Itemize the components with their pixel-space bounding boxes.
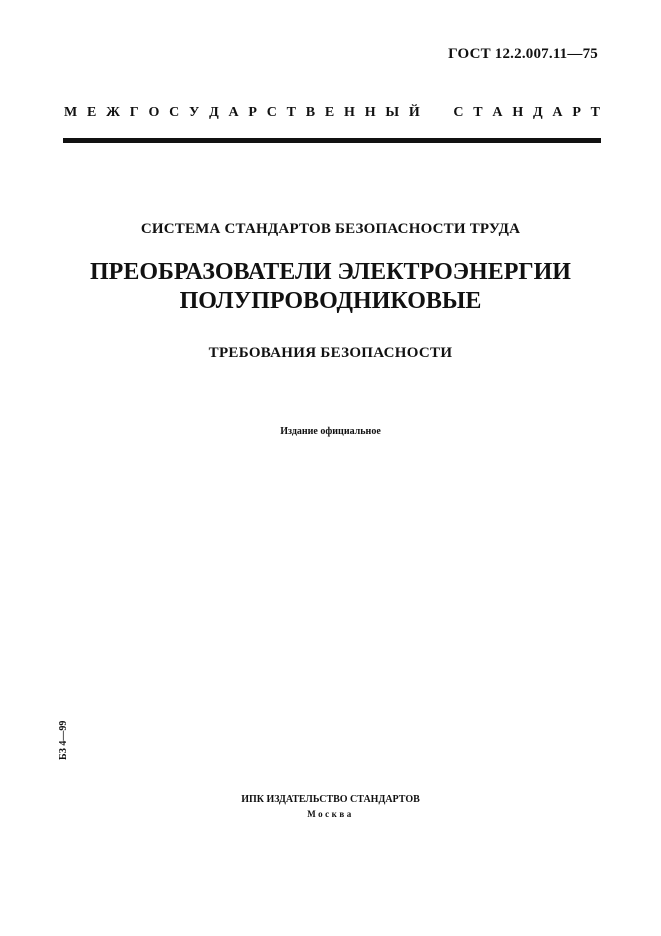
interstate-letter: Е [324, 105, 335, 120]
word-gap [430, 105, 444, 121]
system-name: СИСТЕМА СТАНДАРТОВ БЕЗОПАСНОСТИ ТРУДА [140, 221, 521, 237]
interstate-letter: А [228, 105, 239, 120]
interstate-letter: Н [344, 105, 355, 120]
interstate-letter: Н [364, 105, 376, 120]
publisher-city: Москва [307, 809, 354, 819]
interstate-letter: Е [87, 105, 97, 120]
title-line-2: ПОЛУПРОВОДНИКОВЫЕ [179, 288, 482, 314]
interstate-letter: С [453, 105, 464, 120]
document-subtitle: ТРЕБОВАНИЯ БЕЗОПАСНОСТИ [208, 345, 453, 361]
interstate-letter: А [552, 105, 563, 120]
interstate-letter: Й [408, 105, 420, 120]
interstate-letter: А [492, 105, 503, 120]
interstate-letter: Т [590, 105, 600, 120]
interstate-letter: Г [129, 105, 139, 120]
title-line-1: ПРЕОБРАЗОВАТЕЛИ ЭЛЕКТРОЭНЕРГИИ [90, 259, 571, 285]
interstate-letter: Р [572, 105, 581, 120]
interstate-letter: Д [532, 105, 543, 120]
interstate-letter: С [266, 105, 277, 120]
interstate-letter: Н [512, 105, 524, 120]
header-rule [63, 138, 601, 143]
interstate-letter: С [169, 105, 180, 120]
interstate-letter: Ж [106, 105, 120, 120]
interstate-letter: Д [209, 105, 219, 120]
publisher-name: ИПК ИЗДАТЕЛЬСТВО СТАНДАРТОВ [241, 794, 420, 805]
gost-number: ГОСТ 12.2.007.11—75 [448, 46, 598, 62]
interstate-letter: Ы [385, 105, 400, 120]
interstate-standard-heading [64, 105, 600, 121]
interstate-letter: М [64, 105, 78, 120]
document-title [0, 258, 661, 316]
interstate-letter: О [148, 105, 160, 120]
interstate-letter: Т [473, 105, 483, 120]
interstate-letter: В [305, 105, 316, 120]
official-edition-note: Издание официальное [280, 426, 381, 437]
side-code: БЗ 4—99 [58, 720, 69, 760]
interstate-letter: Р [248, 105, 257, 120]
interstate-letter: У [189, 105, 200, 120]
interstate-letter: Т [286, 105, 297, 120]
